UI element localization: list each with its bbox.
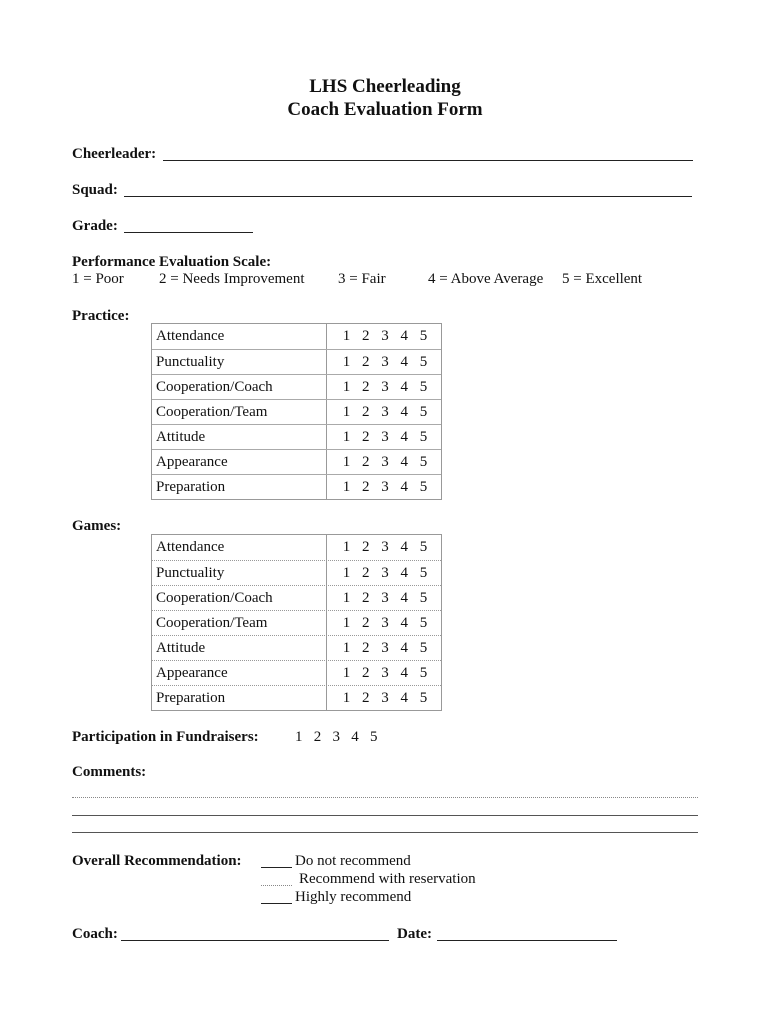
scale-item-4: 4 = Above Average <box>428 271 544 287</box>
table-row <box>152 349 441 374</box>
form-title-line1: LHS Cheerleading <box>309 76 461 97</box>
comments-line-3[interactable] <box>72 832 698 833</box>
practice-table <box>151 323 442 500</box>
recommendation-option-3: Highly recommend <box>295 889 412 905</box>
fundraisers-label: Participation in Fundraisers: <box>72 729 259 745</box>
rating-options[interactable]: 1 2 3 4 5 <box>342 565 432 581</box>
criterion-name: Cooperation/Coach <box>152 586 327 610</box>
coach-field[interactable] <box>121 940 389 941</box>
recommendation-blank-1[interactable] <box>261 867 292 868</box>
rating-options[interactable]: 1 2 3 4 5 <box>342 429 432 445</box>
criterion-name: Cooperation/Team <box>152 400 327 424</box>
games-label: Games: <box>72 518 122 534</box>
recommendation-blank-3[interactable] <box>261 903 292 904</box>
rating-options[interactable]: 1 2 3 4 5 <box>342 665 432 681</box>
fundraisers-rating-options[interactable]: 1 2 3 4 5 <box>295 729 378 745</box>
comments-label: Comments: <box>72 764 147 780</box>
table-row <box>152 535 441 560</box>
scale-heading: Performance Evaluation Scale: <box>72 254 272 270</box>
date-label: Date: <box>397 926 432 942</box>
criterion-name: Preparation <box>152 686 327 710</box>
table-row <box>152 585 441 610</box>
scale-item-2: 2 = Needs Improvement <box>159 271 305 287</box>
criterion-name: Punctuality <box>152 561 327 585</box>
recommendation-label: Overall Recommendation: <box>72 853 242 869</box>
table-row <box>152 449 441 474</box>
rating-options[interactable]: 1 2 3 4 5 <box>342 328 432 344</box>
table-row <box>152 560 441 585</box>
criterion-name: Cooperation/Team <box>152 611 327 635</box>
table-row <box>152 374 441 399</box>
coach-label: Coach: <box>72 926 118 942</box>
rating-options[interactable]: 1 2 3 4 5 <box>342 479 432 495</box>
criterion-name: Attendance <box>152 324 327 349</box>
comments-line-2[interactable] <box>72 815 698 816</box>
rating-options[interactable]: 1 2 3 4 5 <box>342 354 432 370</box>
cheerleader-label: Cheerleader: <box>72 146 157 162</box>
squad-field[interactable] <box>124 196 692 197</box>
table-row <box>152 399 441 424</box>
recommendation-option-1: Do not recommend <box>295 853 411 869</box>
criterion-name: Cooperation/Coach <box>152 375 327 399</box>
criterion-name: Preparation <box>152 475 327 499</box>
criterion-name: Attitude <box>152 425 327 449</box>
criterion-name: Attitude <box>152 636 327 660</box>
criterion-name: Appearance <box>152 661 327 685</box>
rating-options[interactable]: 1 2 3 4 5 <box>342 590 432 606</box>
table-row <box>152 424 441 449</box>
scale-item-3: 3 = Fair <box>338 271 386 287</box>
table-row <box>152 635 441 660</box>
rating-options[interactable]: 1 2 3 4 5 <box>342 690 432 706</box>
games-table <box>151 534 442 711</box>
rating-options[interactable]: 1 2 3 4 5 <box>342 640 432 656</box>
grade-field[interactable] <box>124 232 253 233</box>
rating-options[interactable]: 1 2 3 4 5 <box>342 404 432 420</box>
comments-line-1[interactable] <box>72 797 698 798</box>
criterion-name: Punctuality <box>152 350 327 374</box>
scale-item-5: 5 = Excellent <box>562 271 643 287</box>
table-row <box>152 660 441 685</box>
criterion-name: Appearance <box>152 450 327 474</box>
criterion-name: Attendance <box>152 535 327 560</box>
rating-options[interactable]: 1 2 3 4 5 <box>342 454 432 470</box>
squad-label: Squad: <box>72 182 118 198</box>
rating-options[interactable]: 1 2 3 4 5 <box>342 379 432 395</box>
scale-item-1: 1 = Poor <box>72 271 124 287</box>
table-row <box>152 474 441 499</box>
table-row <box>152 685 441 710</box>
grade-label: Grade: <box>72 218 118 234</box>
practice-label: Practice: <box>72 308 130 324</box>
recommendation-option-2: Recommend with reservation <box>299 871 476 887</box>
rating-options[interactable]: 1 2 3 4 5 <box>342 615 432 631</box>
table-row <box>152 324 441 349</box>
table-row <box>152 610 441 635</box>
recommendation-blank-2[interactable] <box>261 885 292 886</box>
rating-options[interactable]: 1 2 3 4 5 <box>342 539 432 555</box>
cheerleader-field[interactable] <box>163 160 693 161</box>
form-title-line2: Coach Evaluation Form <box>287 99 483 120</box>
date-field[interactable] <box>437 940 617 941</box>
